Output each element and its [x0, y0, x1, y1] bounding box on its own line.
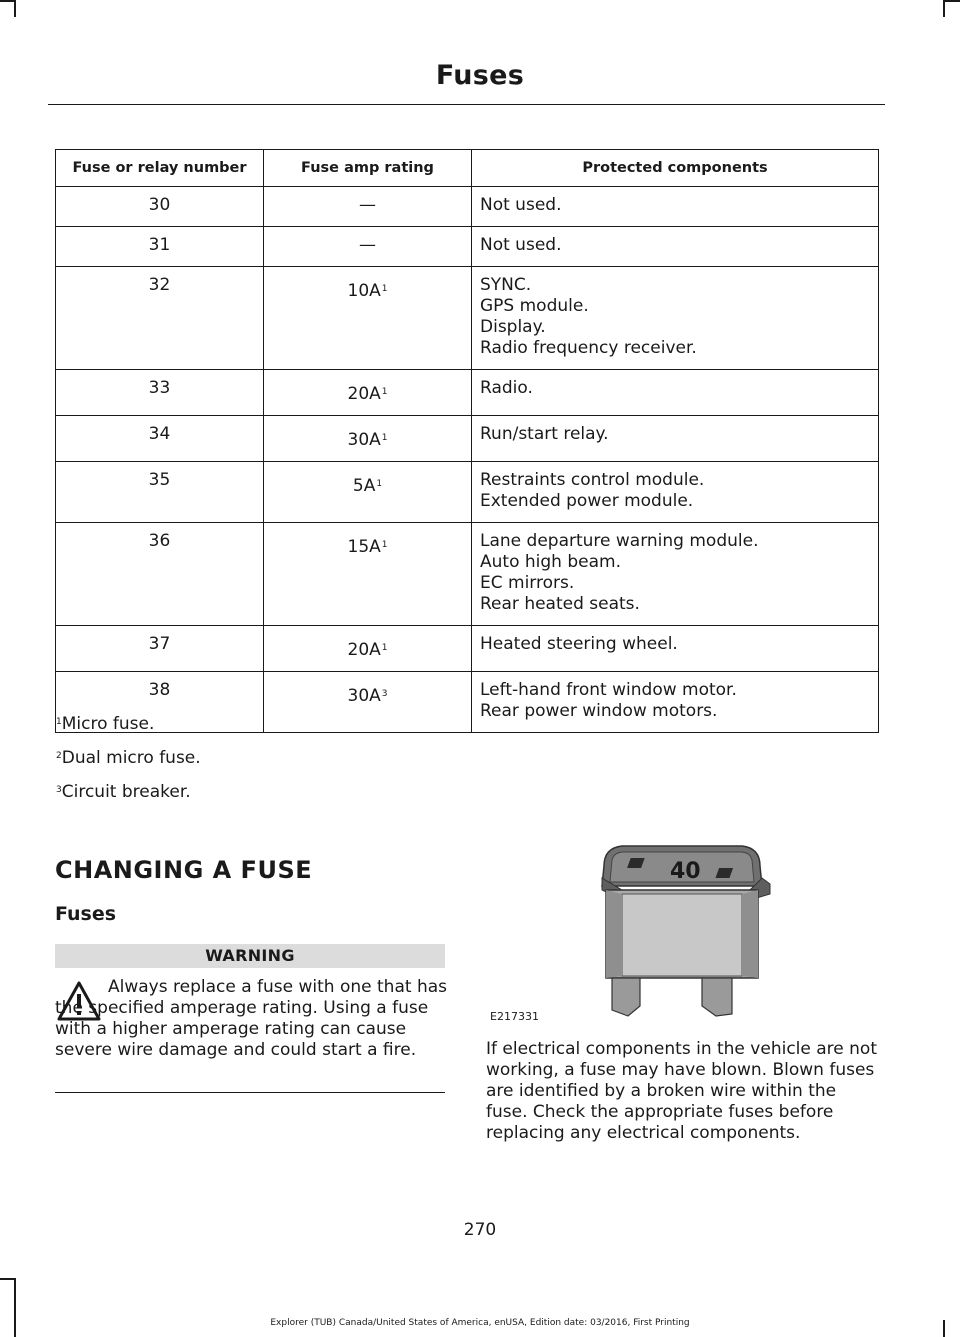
- fuse-number-cell: 33: [56, 370, 264, 416]
- footnotes: [55, 714, 201, 816]
- warning-text: Always replace a fuse with one that has the specified amperage rating. Using a fuse with a higher amperage rating can cause severe wire damage and could start a fire.: [55, 977, 447, 1060]
- components-cell: [472, 523, 879, 626]
- component-item: Not used.: [480, 235, 562, 255]
- table-row: [56, 462, 879, 523]
- component-item: Heated steering wheel.: [480, 634, 678, 654]
- footnote-marker: 1: [381, 540, 388, 550]
- component-item: Auto high beam.: [480, 552, 621, 572]
- component-item: Restraints control module.: [480, 470, 705, 490]
- fuse-number-cell: 31: [56, 227, 264, 267]
- page-number: 270: [463, 1220, 497, 1240]
- footnote: $^2$Dual micro fuse.: [56, 748, 201, 768]
- amp-rating-cell: $20A^1$: [264, 626, 472, 672]
- component-item: Lane departure warning module.: [480, 531, 759, 551]
- footnote-marker: 3: [381, 689, 388, 699]
- header-divider: [48, 104, 885, 105]
- crop-mark: [943, 0, 960, 2]
- fuse-table: [55, 149, 879, 733]
- column-header: Fuse amp rating: [264, 150, 472, 187]
- footnote: $^3$Circuit breaker.: [56, 782, 191, 802]
- table-row: [56, 187, 879, 227]
- amp-rating-cell: —: [264, 187, 472, 227]
- component-item: Run/start relay.: [480, 424, 609, 444]
- crop-mark: [943, 0, 945, 17]
- amp-rating-cell: —: [264, 227, 472, 267]
- crop-mark: [14, 0, 16, 17]
- component-item: Display.: [480, 317, 546, 337]
- body-paragraph: If electrical components in the vehicle are not working, a fuse may have blown. Blown fuses are identified by a broken wire within the fuse. Check the appropriate fuses before replacing any electrical components.: [486, 1039, 877, 1143]
- component-item: Radio frequency receiver.: [480, 338, 697, 358]
- components-cell: [472, 462, 879, 523]
- footnote: $^1$Micro fuse.: [56, 714, 155, 734]
- fuse-number-cell: 34: [56, 416, 264, 462]
- components-cell: [472, 187, 879, 227]
- component-item: Rear heated seats.: [480, 594, 640, 614]
- component-item: EC mirrors.: [480, 573, 575, 593]
- fuse-number-cell: 37: [56, 626, 264, 672]
- fuse-number-cell: 35: [56, 462, 264, 523]
- table-row: [56, 523, 879, 626]
- table-row: [56, 267, 879, 370]
- component-item: Left-hand front window motor.: [480, 680, 737, 700]
- fuse-number-cell: 38: [56, 672, 264, 733]
- section-title: CHANGING A FUSE: [55, 856, 313, 884]
- footnote-marker: 1: [381, 284, 388, 294]
- components-cell: [472, 416, 879, 462]
- component-item: Radio.: [480, 378, 533, 398]
- component-item: GPS module.: [480, 296, 589, 316]
- image-code: E217331: [490, 1010, 539, 1023]
- amp-rating-cell: $5A^1$: [264, 462, 472, 523]
- fuse-number-cell: 30: [56, 187, 264, 227]
- page-title: Fuses: [435, 60, 525, 91]
- component-item: Rear power window motors.: [480, 701, 718, 721]
- table-row: [56, 626, 879, 672]
- components-cell: [472, 227, 879, 267]
- table-row: [56, 416, 879, 462]
- amp-rating-cell: $15A^1$: [264, 523, 472, 626]
- warning-divider: [55, 1092, 445, 1093]
- warning-label: WARNING: [55, 944, 445, 968]
- footnote-marker: 1: [381, 643, 388, 653]
- fuse-number-cell: 36: [56, 523, 264, 626]
- amp-rating-cell: $20A^1$: [264, 370, 472, 416]
- footnote-marker: 1: [381, 433, 388, 443]
- amp-rating-cell: $30A^3$: [264, 672, 472, 733]
- subsection-title: Fuses: [55, 903, 117, 925]
- components-cell: [472, 267, 879, 370]
- crop-mark: [0, 0, 15, 2]
- components-cell: [472, 626, 879, 672]
- table-row: [56, 227, 879, 267]
- amp-rating-cell: $10A^1$: [264, 267, 472, 370]
- table-row: [56, 370, 879, 416]
- amp-rating-cell: $30A^1$: [264, 416, 472, 462]
- fuse-illustration: [592, 838, 772, 1020]
- crop-mark: [0, 1278, 15, 1280]
- components-cell: [472, 370, 879, 416]
- fuse-rating-label: 40: [670, 859, 701, 884]
- column-header: Protected components: [472, 150, 879, 187]
- footnote-marker: 1: [381, 387, 388, 397]
- fuse-number-cell: 32: [56, 267, 264, 370]
- components-cell: [472, 672, 879, 733]
- component-item: Not used.: [480, 195, 562, 215]
- component-item: Extended power module.: [480, 491, 694, 511]
- crop-mark: [14, 1278, 16, 1337]
- footnote-marker: 1: [376, 479, 383, 489]
- column-header: Fuse or relay number: [56, 150, 264, 187]
- page-footer: Explorer (TUB) Canada/United States of America, enUSA, Edition date: 03/2016, First Printing: [270, 1318, 690, 1328]
- component-item: SYNC.: [480, 275, 532, 295]
- table-header-row: [56, 150, 879, 187]
